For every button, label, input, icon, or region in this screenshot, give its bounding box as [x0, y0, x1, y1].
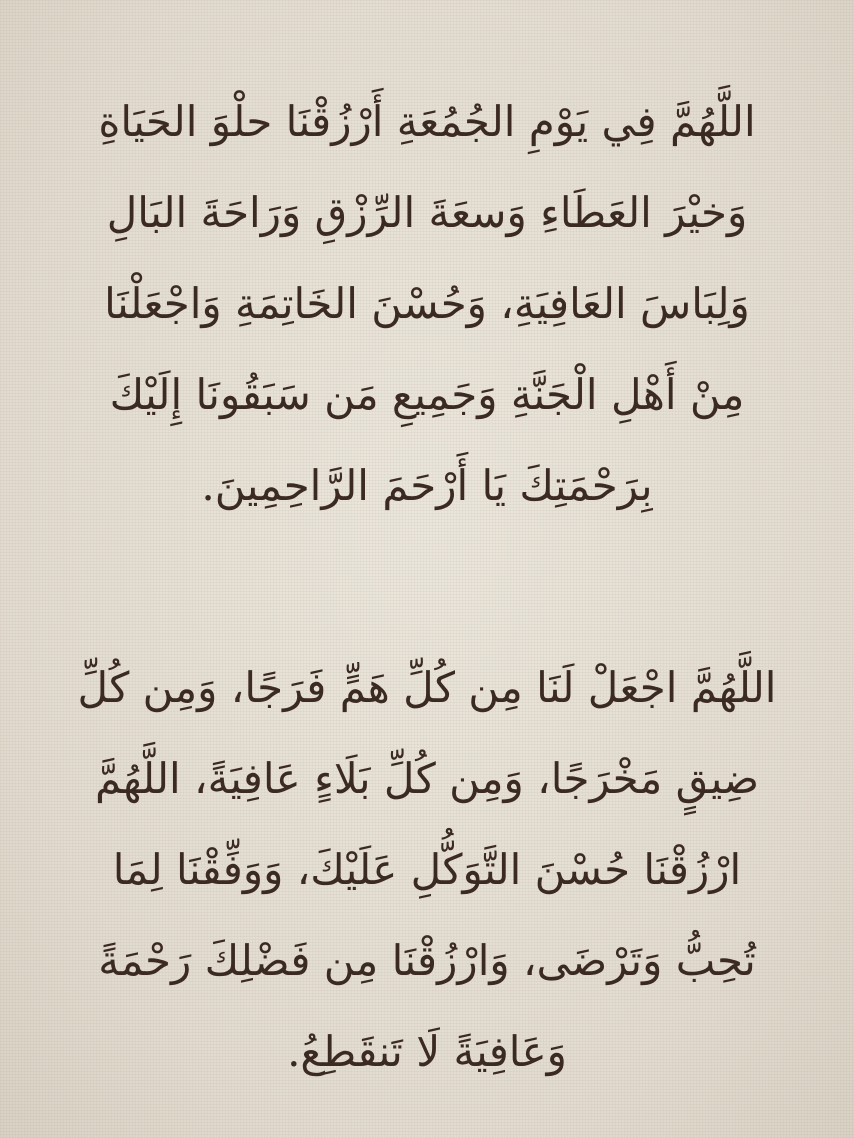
prayer-line: وَعَافِيَةً لَا تَنقَطِعُ. [287, 1027, 567, 1076]
prayer-line: بِرَحْمَتِكَ يَا أَرْحَمَ الرَّاحِمِينَ. [201, 461, 653, 510]
prayer-line: تُحِبُّ وَتَرْضَى، وَارْزُقْنَا مِن فَضْلِكَ رَحْمَةً [98, 936, 756, 985]
prayer-line: ارْزُقْنَا حُسْنَ التَّوَكُّلِ عَلَيْكَ، وَوَفِّقْنَا لِمَا [112, 845, 742, 894]
prayer-line: وَخيْرَ العَطَاءِ وَسعَةَ الرِّزْقِ وَرَاحَةَ البَالِ [106, 188, 748, 237]
prayer-paragraph-relief [40, 642, 814, 1097]
prayer-page [40, 76, 814, 1116]
prayer-line: ضِيقٍ مَخْرَجًا، وَمِن كُلِّ بَلَاءٍ عَافِيَةً، اللَّهُمَّ [95, 754, 759, 803]
prayer-line: اللَّهُمَّ اجْعَلْ لَنَا مِن كُلِّ هَمٍّ فَرَجًا، وَمِن كُلِّ [77, 663, 777, 712]
prayer-line: وَلِبَاسَ العَافِيَةِ، وَحُسْنَ الخَاتِمَةِ وَاجْعَلْنَا [104, 279, 750, 328]
prayer-paragraph-friday [40, 76, 814, 531]
prayer-line: مِنْ أَهْلِ الْجَنَّةِ وَجَمِيعِ مَن سَبَقُونَا إِلَيْكَ [109, 370, 745, 419]
prayer-line: اللَّهُمَّ فِي يَوْمِ الجُمُعَةِ أَرْزُقْنَا حلْوَ الحَيَاةِ [98, 97, 756, 146]
